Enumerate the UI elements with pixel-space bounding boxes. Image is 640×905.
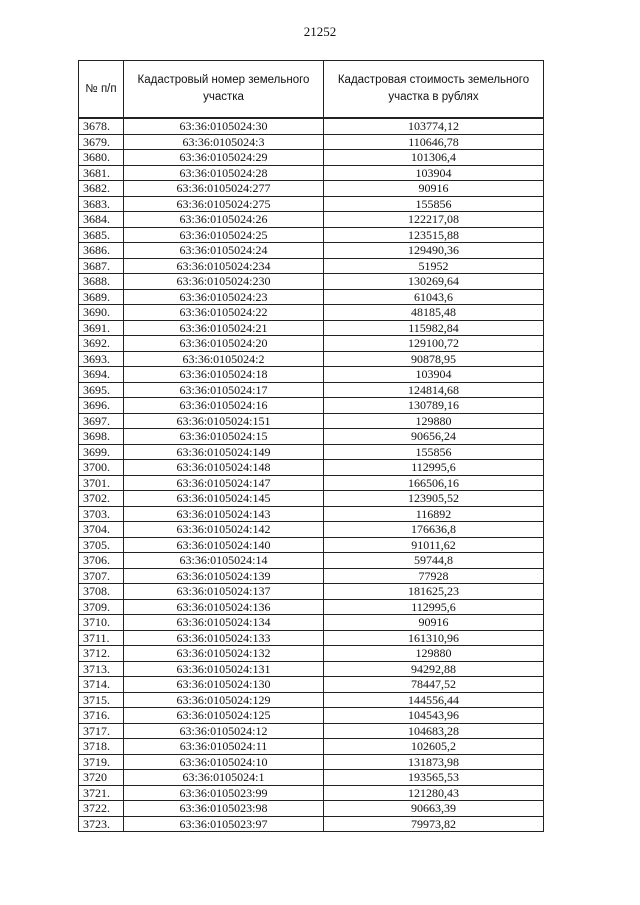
table-row	[79, 708, 544, 724]
cadastral-value-cell: 48185,48	[324, 305, 544, 321]
cadastral-number-cell: 63:36:0105024:234	[124, 258, 324, 274]
cadastral-number-cell: 63:36:0105023:98	[124, 801, 324, 817]
row-number-cell: 3692.	[79, 336, 124, 352]
cadastral-number-cell: 63:36:0105024:145	[124, 491, 324, 507]
cadastral-value-cell: 103904	[324, 165, 544, 181]
cadastral-value-cell: 91011,62	[324, 537, 544, 553]
row-number-cell: 3714.	[79, 677, 124, 693]
header-row-number: № п/п	[79, 61, 124, 119]
cadastral-number-cell: 63:36:0105024:18	[124, 367, 324, 383]
row-number-cell: 3687.	[79, 258, 124, 274]
cadastral-value-cell: 104543,96	[324, 708, 544, 724]
row-number-cell: 3700.	[79, 460, 124, 476]
table-row	[79, 770, 544, 786]
cadastral-value-cell: 129880	[324, 646, 544, 662]
table-row	[79, 196, 544, 212]
cadastral-value-cell: 130269,64	[324, 274, 544, 290]
cadastral-number-cell: 63:36:0105024:22	[124, 305, 324, 321]
table-body	[79, 118, 544, 832]
cadastral-value-cell: 78447,52	[324, 677, 544, 693]
cadastral-value-cell: 51952	[324, 258, 544, 274]
cadastral-number-cell: 63:36:0105024:29	[124, 150, 324, 166]
row-number-cell: 3697.	[79, 413, 124, 429]
row-number-cell: 3699.	[79, 444, 124, 460]
cadastral-number-cell: 63:36:0105024:230	[124, 274, 324, 290]
table-row	[79, 243, 544, 259]
table-row	[79, 491, 544, 507]
cadastral-number-cell: 63:36:0105024:134	[124, 615, 324, 631]
cadastral-value-cell: 110646,78	[324, 134, 544, 150]
table-row	[79, 537, 544, 553]
table-row	[79, 134, 544, 150]
cadastral-value-cell: 124814,68	[324, 382, 544, 398]
cadastral-number-cell: 63:36:0105024:132	[124, 646, 324, 662]
cadastral-number-cell: 63:36:0105024:136	[124, 599, 324, 615]
table-row	[79, 274, 544, 290]
cadastral-value-cell: 129490,36	[324, 243, 544, 259]
row-number-cell: 3711.	[79, 630, 124, 646]
cadastral-value-table	[78, 60, 544, 832]
cadastral-number-cell: 63:36:0105024:14	[124, 553, 324, 569]
table-row	[79, 444, 544, 460]
table-row	[79, 460, 544, 476]
table-row	[79, 367, 544, 383]
table-row	[79, 816, 544, 832]
cadastral-number-cell: 63:36:0105024:11	[124, 739, 324, 755]
row-number-cell: 3680.	[79, 150, 124, 166]
cadastral-value-cell: 122217,08	[324, 212, 544, 228]
table-row	[79, 692, 544, 708]
cadastral-value-cell: 102605,2	[324, 739, 544, 755]
row-number-cell: 3689.	[79, 289, 124, 305]
table-row	[79, 785, 544, 801]
cadastral-value-cell: 90916	[324, 181, 544, 197]
cadastral-number-cell: 63:36:0105024:10	[124, 754, 324, 770]
cadastral-number-cell: 63:36:0105024:129	[124, 692, 324, 708]
row-number-cell: 3706.	[79, 553, 124, 569]
row-number-cell: 3698.	[79, 429, 124, 445]
row-number-cell: 3712.	[79, 646, 124, 662]
cadastral-value-cell: 115982,84	[324, 320, 544, 336]
table-row	[79, 351, 544, 367]
cadastral-value-cell: 166506,16	[324, 475, 544, 491]
cadastral-value-cell: 129880	[324, 413, 544, 429]
cadastral-value-cell: 77928	[324, 568, 544, 584]
row-number-cell: 3678.	[79, 118, 124, 134]
cadastral-value-cell: 130789,16	[324, 398, 544, 414]
table-row	[79, 165, 544, 181]
row-number-cell: 3693.	[79, 351, 124, 367]
page-number: 21252	[303, 24, 337, 39]
cadastral-value-cell: 61043,6	[324, 289, 544, 305]
row-number-cell: 3685.	[79, 227, 124, 243]
cadastral-value-cell: 103774,12	[324, 118, 544, 134]
row-number-cell: 3679.	[79, 134, 124, 150]
cadastral-number-cell: 63:36:0105024:131	[124, 661, 324, 677]
cadastral-value-cell: 155856	[324, 444, 544, 460]
table-row	[79, 150, 544, 166]
cadastral-value-cell: 161310,96	[324, 630, 544, 646]
cadastral-number-cell: 63:36:0105024:277	[124, 181, 324, 197]
cadastral-number-cell: 63:36:0105024:139	[124, 568, 324, 584]
row-number-cell: 3707.	[79, 568, 124, 584]
row-number-cell: 3713.	[79, 661, 124, 677]
row-number-cell: 3690.	[79, 305, 124, 321]
cadastral-number-cell: 63:36:0105024:137	[124, 584, 324, 600]
row-number-cell: 3696.	[79, 398, 124, 414]
cadastral-number-cell: 63:36:0105024:125	[124, 708, 324, 724]
cadastral-number-cell: 63:36:0105024:3	[124, 134, 324, 150]
cadastral-number-cell: 63:36:0105023:99	[124, 785, 324, 801]
header-cadastral-value: Кадастровая стоимость земельного участка в рублях	[324, 61, 544, 119]
table-row	[79, 305, 544, 321]
row-number-cell: 3723.	[79, 816, 124, 832]
table-row	[79, 801, 544, 817]
cadastral-number-cell: 63:36:0105024:130	[124, 677, 324, 693]
cadastral-number-cell: 63:36:0105024:148	[124, 460, 324, 476]
cadastral-value-cell: 90656,24	[324, 429, 544, 445]
cadastral-value-cell: 112995,6	[324, 599, 544, 615]
cadastral-number-cell: 63:36:0105024:16	[124, 398, 324, 414]
row-number-cell: 3719.	[79, 754, 124, 770]
cadastral-value-cell: 121280,43	[324, 785, 544, 801]
table-row	[79, 677, 544, 693]
cadastral-number-cell: 63:36:0105024:12	[124, 723, 324, 739]
table-header	[79, 61, 544, 119]
header-cadastral-number: Кадастровый номер земельного участка	[124, 61, 324, 119]
cadastral-value-cell: 94292,88	[324, 661, 544, 677]
cadastral-number-cell: 63:36:0105024:15	[124, 429, 324, 445]
cadastral-number-cell: 63:36:0105024:143	[124, 506, 324, 522]
row-number-cell: 3722.	[79, 801, 124, 817]
cadastral-number-cell: 63:36:0105024:17	[124, 382, 324, 398]
cadastral-number-cell: 63:36:0105024:23	[124, 289, 324, 305]
row-number-cell: 3704.	[79, 522, 124, 538]
cadastral-value-cell: 116892	[324, 506, 544, 522]
header-row	[79, 61, 544, 119]
table-row	[79, 413, 544, 429]
cadastral-value-cell: 59744,8	[324, 553, 544, 569]
row-number-cell: 3695.	[79, 382, 124, 398]
cadastral-value-cell: 193565,53	[324, 770, 544, 786]
cadastral-value-cell: 112995,6	[324, 460, 544, 476]
row-number-cell: 3694.	[79, 367, 124, 383]
table-row	[79, 181, 544, 197]
table-row	[79, 320, 544, 336]
cadastral-value-cell: 90663,39	[324, 801, 544, 817]
table-row	[79, 739, 544, 755]
row-number-cell: 3682.	[79, 181, 124, 197]
table-row	[79, 754, 544, 770]
cadastral-number-cell: 63:36:0105024:147	[124, 475, 324, 491]
cadastral-value-cell: 103904	[324, 367, 544, 383]
cadastral-value-cell: 79973,82	[324, 816, 544, 832]
cadastral-number-cell: 63:36:0105024:2	[124, 351, 324, 367]
cadastral-number-cell: 63:36:0105024:275	[124, 196, 324, 212]
cadastral-value-cell: 176636,8	[324, 522, 544, 538]
row-number-cell: 3710.	[79, 615, 124, 631]
cadastral-value-cell: 181625,23	[324, 584, 544, 600]
cadastral-value-cell: 123515,88	[324, 227, 544, 243]
row-number-cell: 3705.	[79, 537, 124, 553]
cadastral-number-cell: 63:36:0105024:151	[124, 413, 324, 429]
table-row	[79, 336, 544, 352]
row-number-cell: 3715.	[79, 692, 124, 708]
table-row	[79, 553, 544, 569]
row-number-cell: 3718.	[79, 739, 124, 755]
table-row	[79, 398, 544, 414]
table-row	[79, 630, 544, 646]
row-number-cell: 3686.	[79, 243, 124, 259]
cadastral-number-cell: 63:36:0105024:140	[124, 537, 324, 553]
row-number-cell: 3721.	[79, 785, 124, 801]
row-number-cell: 3716.	[79, 708, 124, 724]
row-number-cell: 3708.	[79, 584, 124, 600]
table-row	[79, 599, 544, 615]
cadastral-number-cell: 63:36:0105024:20	[124, 336, 324, 352]
cadastral-number-cell: 63:36:0105024:1	[124, 770, 324, 786]
table-row	[79, 584, 544, 600]
row-number-cell: 3720	[79, 770, 124, 786]
table-row	[79, 429, 544, 445]
cadastral-value-cell: 101306,4	[324, 150, 544, 166]
row-number-cell: 3688.	[79, 274, 124, 290]
row-number-cell: 3683.	[79, 196, 124, 212]
table-row	[79, 212, 544, 228]
table-row	[79, 615, 544, 631]
cadastral-value-cell: 90878,95	[324, 351, 544, 367]
table-row	[79, 118, 544, 134]
row-number-cell: 3701.	[79, 475, 124, 491]
cadastral-number-cell: 63:36:0105023:97	[124, 816, 324, 832]
cadastral-value-cell: 123905,52	[324, 491, 544, 507]
row-number-cell: 3684.	[79, 212, 124, 228]
cadastral-number-cell: 63:36:0105024:30	[124, 118, 324, 134]
table-row	[79, 227, 544, 243]
row-number-cell: 3681.	[79, 165, 124, 181]
cadastral-number-cell: 63:36:0105024:25	[124, 227, 324, 243]
table-row	[79, 661, 544, 677]
cadastral-value-cell: 131873,98	[324, 754, 544, 770]
cadastral-value-cell: 129100,72	[324, 336, 544, 352]
cadastral-number-cell: 63:36:0105024:21	[124, 320, 324, 336]
table-row	[79, 475, 544, 491]
cadastral-number-cell: 63:36:0105024:28	[124, 165, 324, 181]
row-number-cell: 3703.	[79, 506, 124, 522]
table-row	[79, 258, 544, 274]
table-row	[79, 568, 544, 584]
cadastral-value-cell: 155856	[324, 196, 544, 212]
cadastral-value-cell: 144556,44	[324, 692, 544, 708]
row-number-cell: 3717.	[79, 723, 124, 739]
cadastral-number-cell: 63:36:0105024:142	[124, 522, 324, 538]
row-number-cell: 3691.	[79, 320, 124, 336]
cadastral-number-cell: 63:36:0105024:24	[124, 243, 324, 259]
table-row	[79, 289, 544, 305]
table-row	[79, 522, 544, 538]
cadastral-value-cell: 90916	[324, 615, 544, 631]
cadastral-number-cell: 63:36:0105024:149	[124, 444, 324, 460]
row-number-cell: 3709.	[79, 599, 124, 615]
table-row	[79, 382, 544, 398]
cadastral-number-cell: 63:36:0105024:133	[124, 630, 324, 646]
row-number-cell: 3702.	[79, 491, 124, 507]
cadastral-number-cell: 63:36:0105024:26	[124, 212, 324, 228]
table-row	[79, 506, 544, 522]
table-row	[79, 646, 544, 662]
table-row	[79, 723, 544, 739]
cadastral-value-cell: 104683,28	[324, 723, 544, 739]
